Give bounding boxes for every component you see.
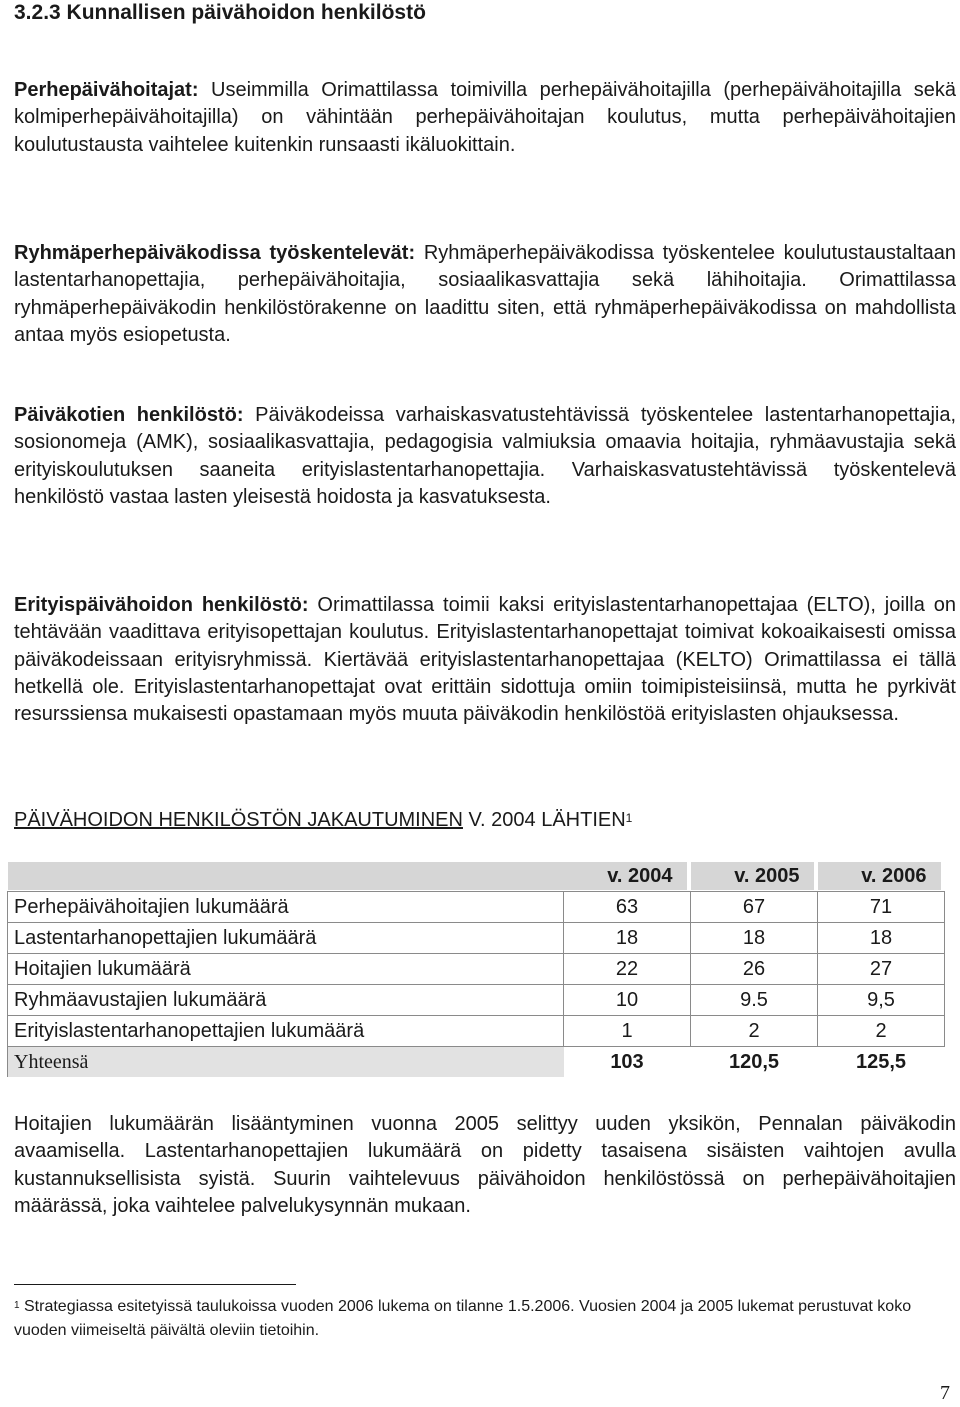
- paragraph-lead: Erityispäivähoidon henkilöstö:: [14, 594, 309, 616]
- row-value: 22: [564, 954, 691, 985]
- table-header-empty: [8, 861, 564, 892]
- row-value: 1: [564, 1016, 691, 1047]
- table-row: [8, 892, 945, 923]
- table-row: [8, 923, 945, 954]
- total-label: Yhteensä: [8, 1047, 564, 1078]
- paragraph-lead: Päiväkotien henkilöstö:: [14, 404, 244, 426]
- paragraph-text: Orimattilassa toimii kaksi erityislastentarhanopettajaa (ELTO), joilla on tehtävään vaadittava erityisopettajan koulutus. Erityislastentarhanopettajat toimivat kokoaikaisesti omissa päiväkodeissaan erityisryhmissä. Kiertävää erityislastentarhanopettajaa (KELTO) Orimattilassa ei tällä hetkellä ole. Erityislastentarhanopettajat ovat erittäin sidottuja omiin toimipisteisiinsä, mutta he pyrkivät resurssiensa mukaisesti opastamaan myös muuta päiväkodin henkilöstöä erityislasten ohjauksessa.: [14, 594, 956, 726]
- footnote: [14, 1295, 914, 1343]
- paragraph-lead: Perhepäivähoitajat:: [14, 79, 199, 101]
- section-heading: 3.2.3 Kunnallisen päivähoidon henkilöstö: [14, 1, 426, 24]
- footnote-text: Strategiassa esitetyissä taulukoissa vuoden 2006 lukema on tilanne 1.5.2006. Vuosien 2004 ja 2005 lukemat perustuvat koko vuoden viimeiseltä päivältä oleviin tietoihin.: [14, 1298, 912, 1339]
- footnote-marker: 1: [14, 1300, 20, 1311]
- staff-table: [7, 861, 945, 1077]
- total-value: 103: [564, 1047, 691, 1078]
- paragraph-family-daycare: [14, 77, 956, 159]
- row-value: 10: [564, 985, 691, 1016]
- table-row: [8, 985, 945, 1016]
- footnote-reference: 1: [625, 811, 633, 825]
- row-label: Erityislastentarhanopettajien lukumäärä: [8, 1016, 564, 1047]
- row-value: 18: [818, 923, 945, 954]
- table-row: [8, 1016, 945, 1047]
- row-label: Perhepäivähoitajien lukumäärä: [8, 892, 564, 923]
- table-header-row: [8, 861, 945, 892]
- row-label: Ryhmäavustajien lukumäärä: [8, 985, 564, 1016]
- row-value: 26: [691, 954, 818, 985]
- row-value: 27: [818, 954, 945, 985]
- table-title-underlined: PÄIVÄHOIDON HENKILÖSTÖN JAKAUTUMINEN: [14, 809, 463, 831]
- page-number: 7: [940, 1382, 950, 1404]
- closing-paragraph: Hoitajien lukumäärän lisääntyminen vuonna 2005 selittyy uuden yksikön, Pennalan päiväkodin avaamisella. Lastentarhanopettajien lukumäärä on pidetty tasaisena sisäisten vaihtojen avulla kustannuksellisista syistä. Suurin vaihtelevuus päivähoidon henkilöstössä on perhepäivähoitajien määrässä, joka vaihtelee palvelukysynnän mukaan.: [14, 1113, 956, 1217]
- paragraph-lead: Ryhmäperhepäiväkodissa työskentelevät:: [14, 242, 416, 264]
- table-title-rest: V. 2004 LÄHTIEN: [462, 809, 626, 831]
- paragraph-text: Useimmilla Orimattilassa toimivilla perhepäivähoitajilla (perhepäivähoitajilla sekä kolmiperhepäivähoitajilla) on vähintään perhepäivähoitajan koulutus, mutta perhepäivähoitajien koulutustausta vaihtelee kuitenkin runsaasti ikäluokittain.: [14, 79, 956, 156]
- paragraph-daycare-staff: [14, 402, 956, 511]
- table-header-cell: v. 2004: [564, 861, 691, 892]
- table-total-row: [8, 1047, 945, 1078]
- total-value: 125,5: [818, 1047, 945, 1078]
- paragraph-special-daycare: [14, 592, 956, 728]
- table-header-cell: v. 2005: [691, 861, 818, 892]
- row-value: 9,5: [818, 985, 945, 1016]
- row-value: 18: [564, 923, 691, 954]
- row-label: Lastentarhanopettajien lukumäärä: [8, 923, 564, 954]
- row-value: 71: [818, 892, 945, 923]
- footnote-divider: [14, 1284, 296, 1285]
- row-value: 9.5: [691, 985, 818, 1016]
- table-title: [14, 807, 632, 834]
- table-row: [8, 954, 945, 985]
- row-value: 67: [691, 892, 818, 923]
- row-value: 63: [564, 892, 691, 923]
- row-value: 2: [691, 1016, 818, 1047]
- paragraph-group-family-daycare: [14, 240, 956, 349]
- total-value: 120,5: [691, 1047, 818, 1078]
- row-label: Hoitajien lukumäärä: [8, 954, 564, 985]
- paragraph-text: Päiväkodeissa varhaiskasvatustehtävissä työskentelee lastentarhanopettajia, sosionomeja (AMK), sosiaalikasvattajia, pedagogisia valmiuksia omaavia hoitajia, ryhmäavustajia sekä erityiskoulutuksen saaneita erityislastentarhanopettajia. Varhaiskasvatustehtävissä työskentelevä henkilöstö vastaa lasten yleisestä hoidosta ja kasvatuksesta.: [14, 404, 957, 508]
- paragraph-text: Ryhmäperhepäiväkodissa työskentelee koulutustaustaltaan lastentarhanopettajia, perhepäivähoitajia, sosiaalikasvattajia sekä lähihoitajia. Orimattilassa ryhmäperhepäiväkodin henkilöstörakenne on laadittu siten, että ryhmäperhepäiväkodissa on mahdollista antaa myös esiopetusta.: [14, 242, 957, 346]
- row-value: 18: [691, 923, 818, 954]
- row-value: 2: [818, 1016, 945, 1047]
- table-header-cell: v. 2006: [818, 861, 945, 892]
